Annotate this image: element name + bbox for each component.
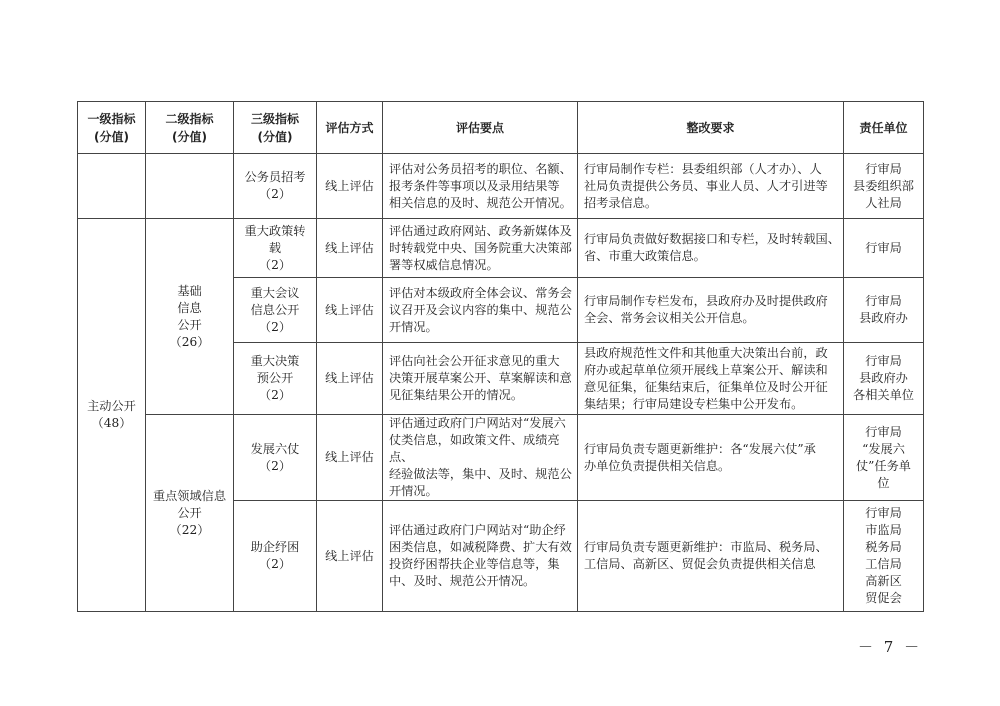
- method-cell: 线上评估: [317, 415, 383, 501]
- requirements-cell: 县政府规范性文件和其他重大决策出台前，政 府办或起草单位须开展线上草案公开、解读和 意见征集，征集结束后，征集单位及时公开征 集结果；行审局建设专栏集中公开发布。: [578, 343, 844, 415]
- level3-cell: 助企纾困 （2）: [234, 501, 317, 612]
- level3-cell: 重大政策转 载 （2）: [234, 219, 317, 278]
- units-cell: 行审局 县政府办 各相关单位: [844, 343, 924, 415]
- points-cell: 评估向社会公开征求意见的重大 决策开展草案公开、草案解读和意 见征集结果公开的情况。: [383, 343, 578, 415]
- level2-cell: 基础 信息 公开 （26）: [146, 219, 234, 415]
- evaluation-table: [77, 101, 924, 612]
- points-cell: 评估对公务员招考的职位、名额、 报考条件等事项以及录用结果等 相关信息的及时、规范公开情况。: [383, 154, 578, 219]
- header-requirements: 整改要求: [578, 102, 844, 154]
- header-units: 责任单位: [844, 102, 924, 154]
- table-row: [78, 154, 924, 219]
- level3-cell: 公务员招考 （2）: [234, 154, 317, 219]
- empty-cell: [78, 154, 146, 219]
- units-cell: 行审局: [844, 219, 924, 278]
- header-level3: 三级指标 (分值): [234, 102, 317, 154]
- header-method: 评估方式: [317, 102, 383, 154]
- units-cell: 行审局 县委组织部 人社局: [844, 154, 924, 219]
- method-cell: 线上评估: [317, 501, 383, 612]
- method-cell: 线上评估: [317, 219, 383, 278]
- header-level1: 一级指标 (分值): [78, 102, 146, 154]
- method-cell: 线上评估: [317, 343, 383, 415]
- method-cell: 线上评估: [317, 154, 383, 219]
- units-cell: 行审局 “发展六 仗”任务单 位: [844, 415, 924, 501]
- level3-cell: 发展六仗 （2）: [234, 415, 317, 501]
- empty-cell: [146, 154, 234, 219]
- units-cell: 行审局 市监局 税务局 工信局 高新区 贸促会: [844, 501, 924, 612]
- header-level2: 二级指标 (分值): [146, 102, 234, 154]
- points-cell: 评估对本级政府全体会议、常务会 议召开及会议内容的集中、规范公 开情况。: [383, 278, 578, 343]
- table-row: [78, 219, 924, 278]
- requirements-cell: 行审局负责专题更新维护：各“发展六仗”承 办单位负责提供相关信息。: [578, 415, 844, 501]
- level2-cell: 重点领域信息 公开 （22）: [146, 415, 234, 612]
- points-cell: 评估通过政府网站、政务新媒体及 时转载党中央、国务院重大决策部 署等权威信息情况。: [383, 219, 578, 278]
- requirements-cell: 行审局负责做好数据接口和专栏，及时转载国、 省、市重大政策信息。: [578, 219, 844, 278]
- level3-cell: 重大决策 预公开 （2）: [234, 343, 317, 415]
- page-number: － 7 －: [858, 638, 923, 656]
- points-cell: 评估通过政府门户网站对“发展六 仗类信息，如政策文件、成绩亮点、 经验做法等，集中、及时、规范公 开情况。: [383, 415, 578, 501]
- units-cell: 行审局 县政府办: [844, 278, 924, 343]
- requirements-cell: 行审局制作专栏发布，县政府办及时提供政府 全会、常务会议相关公开信息。: [578, 278, 844, 343]
- method-cell: 线上评估: [317, 278, 383, 343]
- points-cell: 评估通过政府门户网站对“助企纾 困类信息，如减税降费、扩大有效 投资纾困帮扶企业等信息等，集 中、及时、规范公开情况。: [383, 501, 578, 612]
- header-row: [78, 102, 924, 154]
- requirements-cell: 行审局制作专栏：县委组织部（人才办）、人 社局负责提供公务员、事业人员、人才引进等 招考录信息。: [578, 154, 844, 219]
- requirements-cell: 行审局负责专题更新维护：市监局、税务局、 工信局、高新区、贸促会负责提供相关信息: [578, 501, 844, 612]
- table-row: [78, 415, 924, 501]
- header-points: 评估要点: [383, 102, 578, 154]
- level3-cell: 重大会议 信息公开 （2）: [234, 278, 317, 343]
- level1-cell: 主动公开 （48）: [78, 219, 146, 612]
